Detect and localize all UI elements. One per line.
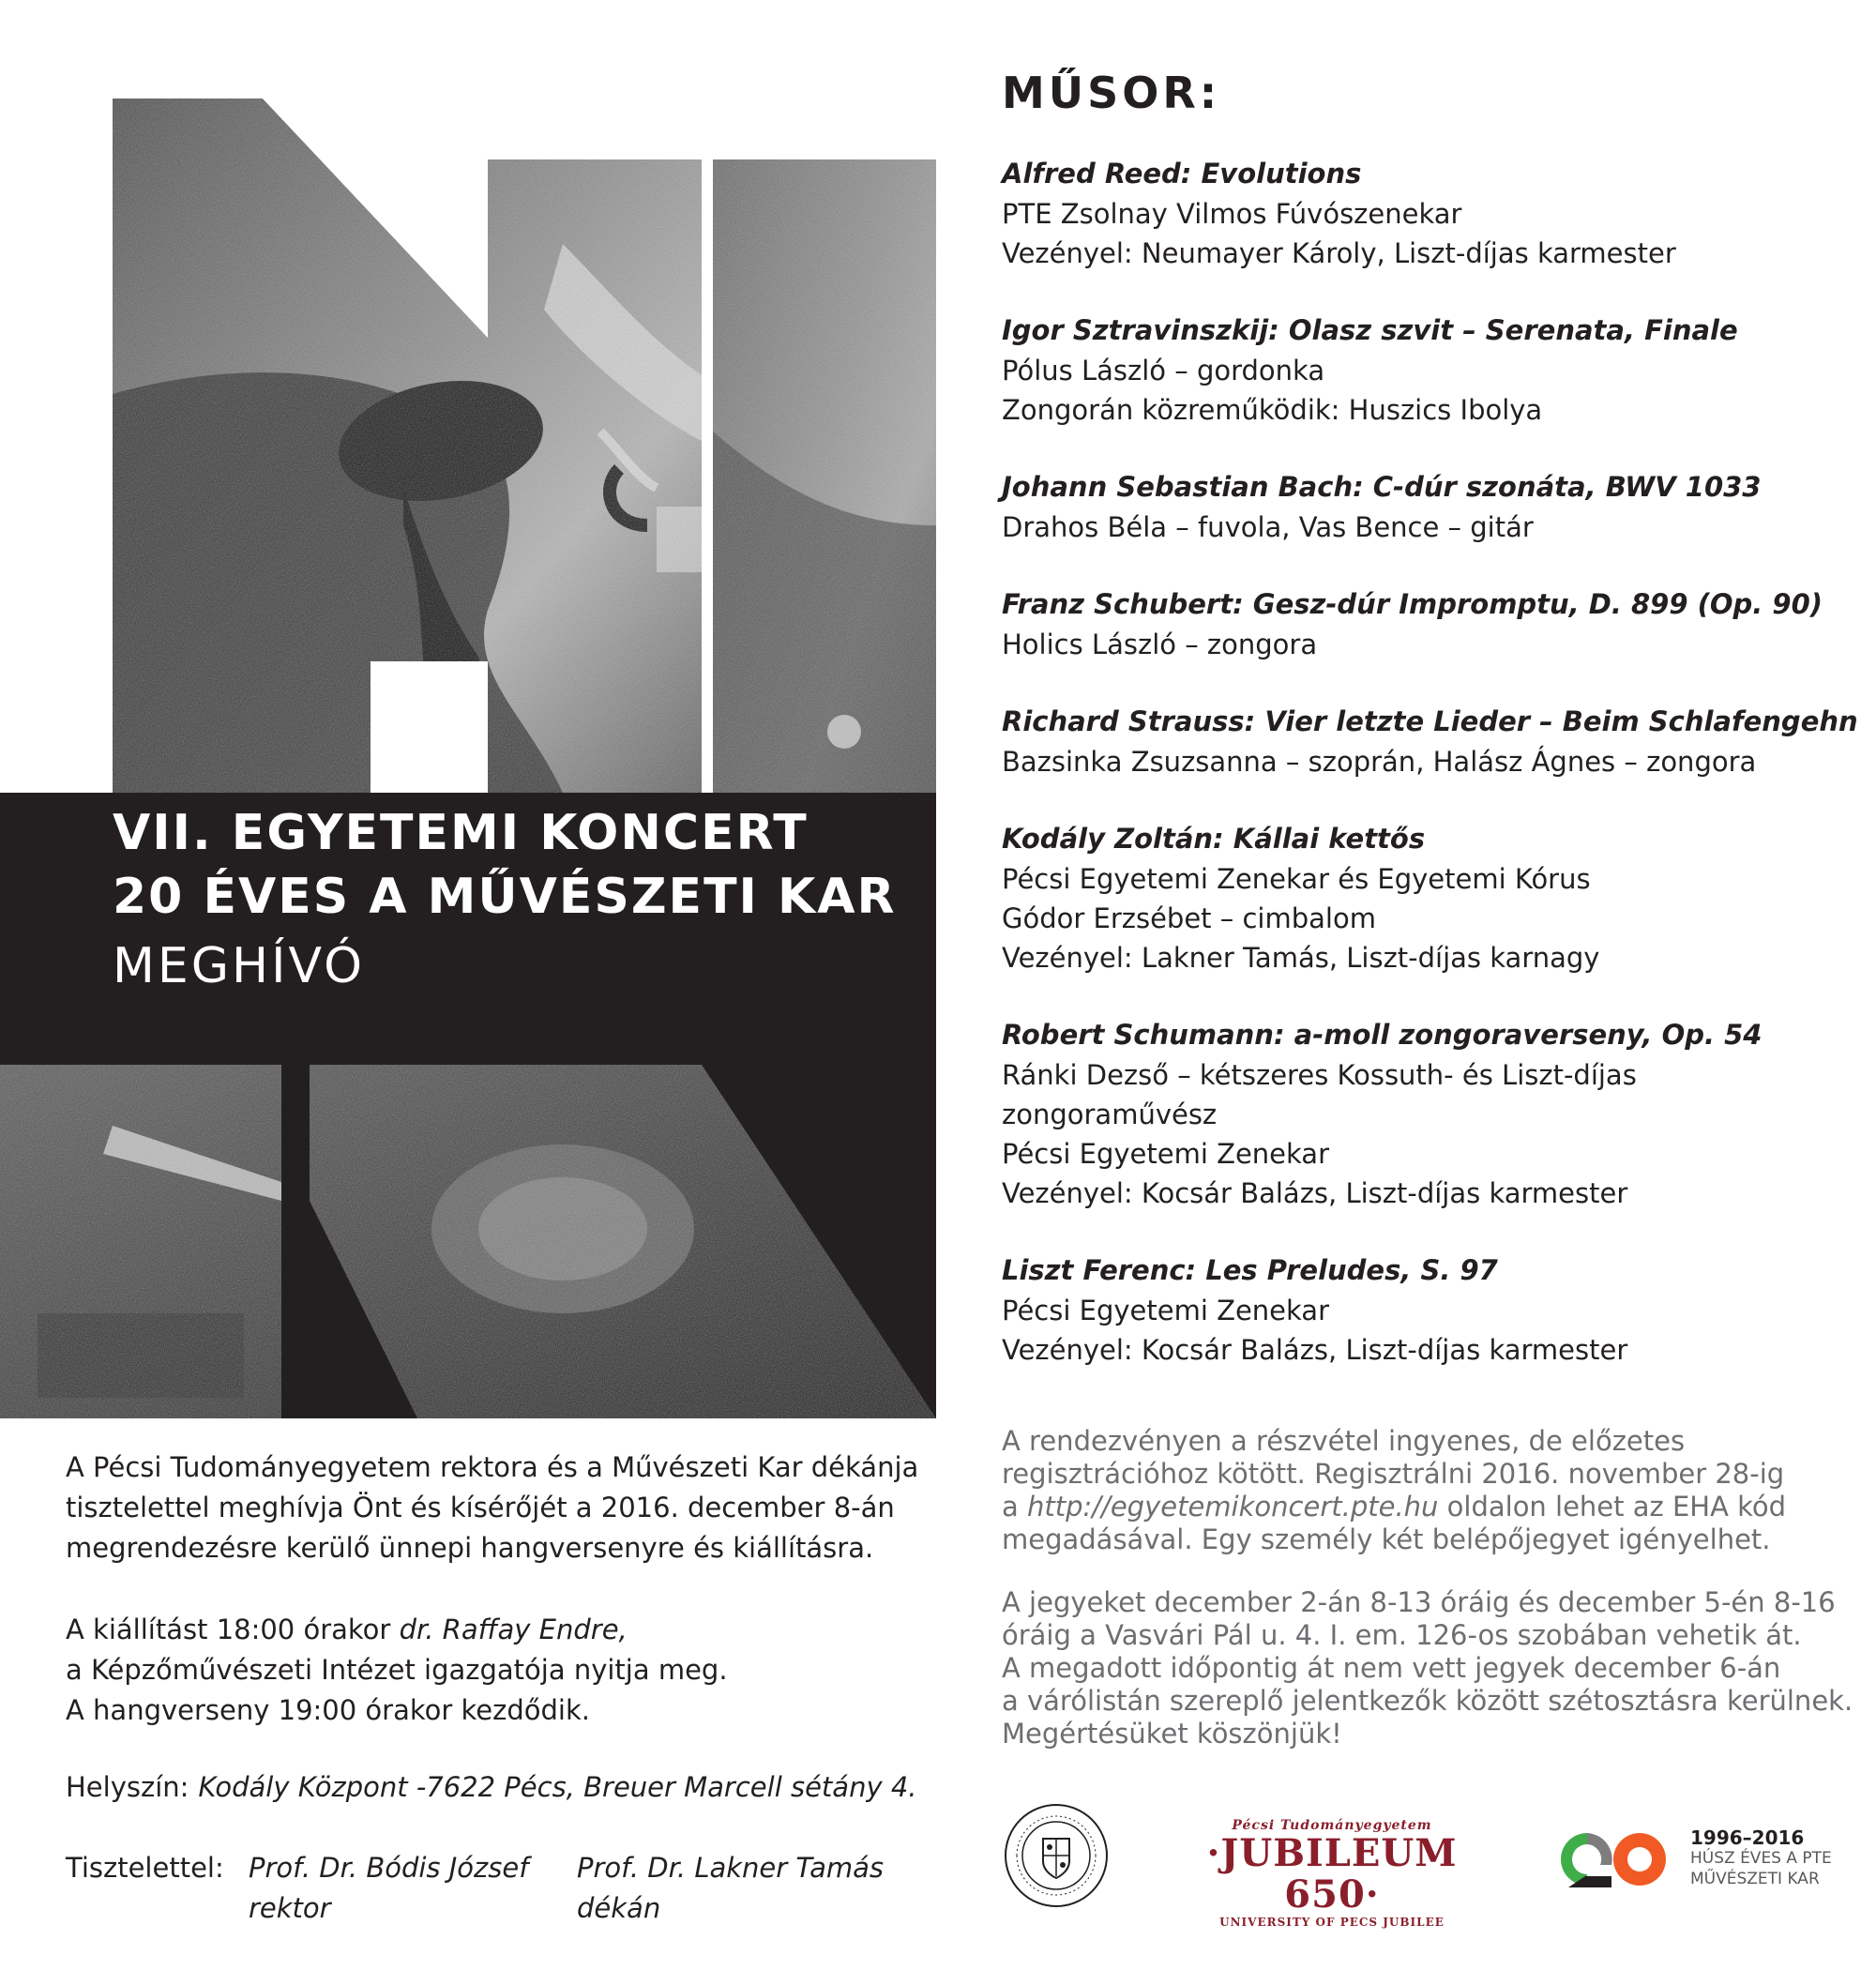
- program-performer: Bazsinka Zsuzsanna – szoprán, Halász Ágnes – zongora: [1002, 746, 1757, 778]
- invitation-intro: [66, 1447, 918, 1568]
- exhibit-line: a Képzőművészeti Intézet igazgatója nyitja meg.: [66, 1654, 728, 1686]
- university-seal-logo: [1004, 1803, 1109, 1908]
- note-line: A megadott időpontig át nem vett jegyek december 6-án: [1002, 1652, 1781, 1684]
- jubilee-top: Pécsi Tudományegyetem: [1232, 1818, 1432, 1833]
- anniversary-20-logo: [1557, 1827, 1670, 1893]
- program-performer: Pólus László – gordonka: [1002, 355, 1325, 386]
- program-item: [1002, 819, 1846, 977]
- program-performer: Gódor Erzsébet – cimbalom: [1002, 902, 1376, 934]
- program-performer: Vezényel: Kocsár Balázs, Liszt-díjas karmester: [1002, 1177, 1628, 1209]
- program-item: [1002, 1015, 1846, 1213]
- program-work-title: Johann Sebastian Bach: C-dúr szonáta, BWV 1033: [1002, 471, 1762, 503]
- exhibit-line: [66, 1610, 728, 1650]
- program-work-title: Alfred Reed: Evolutions: [1002, 158, 1362, 189]
- note-line: óráig a Vasvári Pál u. 4. I. em. 126-os szobában vehetik át.: [1002, 1619, 1802, 1651]
- concert-start-line: A hangverseny 19:00 órakor kezdődik.: [66, 1694, 590, 1726]
- exhibition-info: [66, 1610, 728, 1731]
- program: [1002, 68, 1858, 1407]
- program-item: [1002, 1250, 1846, 1370]
- program-title: MŰSOR:: [1002, 68, 1221, 118]
- program-performer: Pécsi Egyetemi Zenekar: [1002, 1295, 1330, 1326]
- venue: [66, 1767, 917, 1808]
- mk-monogram-photo: [0, 0, 938, 1418]
- note-line: regisztrációhoz kötött. Regisztrálni 2016. november 28-ig: [1002, 1458, 1785, 1490]
- note-line: a http://egyetemikoncert.pte.hu oldalon lehet az EHA kód: [1002, 1491, 1787, 1523]
- program-work-title: Franz Schubert: Gesz-dúr Impromptu, D. 899 (Op. 90): [1002, 588, 1823, 620]
- venue-address: Kodály Központ -7622 Pécs, Breuer Marcell sétány 4.: [198, 1771, 917, 1803]
- program-performer: zongoraművész: [1002, 1099, 1218, 1130]
- event-title: VII. EGYETEMI KONCERT: [113, 805, 809, 861]
- intro-line: tisztelettel meghívja Önt és kísérőjét a 2016. december 8-án: [66, 1492, 895, 1523]
- program-work-title: Liszt Ferenc: Les Preludes, S. 97: [1002, 1254, 1498, 1286]
- program-item: [1002, 702, 1858, 781]
- program-work-title: Richard Strauss: Vier letzte Lieder – Beim Schlafengehn: [1002, 705, 1858, 737]
- program-performer: Vezényel: Kocsár Balázs, Liszt-díjas karmester: [1002, 1334, 1628, 1366]
- program-work-title: Igor Sztravinszkij: Olasz szvit – Serenata, Finale: [1002, 314, 1738, 346]
- dean-title: dékán: [577, 1892, 661, 1924]
- program-item: [1002, 584, 1846, 664]
- registration-link[interactable]: http://egyetemikoncert.pte.hu: [1027, 1491, 1439, 1523]
- program-performer: Vezényel: Lakner Tamás, Liszt-díjas karnagy: [1002, 942, 1600, 974]
- note-line: a várólistán szereplő jelentkezők között szétosztásra kerülnek.: [1002, 1685, 1853, 1717]
- anniversary-years: 1996–2016: [1690, 1826, 1805, 1849]
- opener-name: dr. Raffay Endre,: [399, 1614, 628, 1645]
- dean-signature: [577, 1848, 884, 1929]
- program-item: [1002, 467, 1846, 547]
- invitation-label: MEGHÍVÓ: [113, 938, 366, 994]
- program-performer: Pécsi Egyetemi Zenekar: [1002, 1138, 1330, 1170]
- program-work-title: Robert Schumann: a-moll zongoraverseny, Op. 54: [1002, 1019, 1763, 1051]
- event-subtitle: 20 ÉVES A MŰVÉSZETI KAR: [113, 869, 897, 925]
- hero-artwork: [0, 0, 938, 1418]
- program-performer: Ránki Dezső – kétszeres Kossuth- és Liszt-díjas: [1002, 1059, 1637, 1091]
- anniversary-line: MŰVÉSZETI KAR: [1690, 1870, 1820, 1888]
- jubilee-main: ·JUBILEUM 650·: [1206, 1831, 1458, 1917]
- venue-label: Helyszín:: [66, 1771, 189, 1803]
- anniversary-line: HÚSZ ÉVES A PTE: [1690, 1849, 1832, 1868]
- program-item: [1002, 311, 1846, 430]
- program-performer: Zongorán közreműködik: Huszics Ibolya: [1002, 394, 1543, 426]
- rector-title: rektor: [249, 1892, 331, 1924]
- jubilee-650-logo: [1182, 1811, 1482, 1929]
- intro-line: megrendezésre kerülő ünnepi hangversenyre és kiállításra.: [66, 1532, 874, 1564]
- program-performer: Drahos Béla – fuvola, Vas Bence – gitár: [1002, 511, 1534, 543]
- program-item: [1002, 154, 1846, 273]
- ticket-note: [1002, 1586, 1853, 1750]
- program-list: [1002, 154, 1858, 1370]
- program-performer: Holics László – zongora: [1002, 629, 1318, 660]
- exhibit-time-text: A kiállítást 18:00 órakor: [66, 1614, 400, 1645]
- program-work-title: Kodály Zoltán: Kállai kettős: [1002, 823, 1426, 855]
- rector-signature: [249, 1848, 528, 1929]
- note-line: A jegyeket december 2-án 8-13 óráig és december 5-én 8-16: [1002, 1586, 1836, 1618]
- note-line: megadásával. Egy személy két belépőjegyet igényelhet.: [1002, 1523, 1771, 1555]
- program-performer: PTE Zsolnay Vilmos Fúvószenekar: [1002, 198, 1462, 230]
- note-line: A rendezvényen a részvétel ingyenes, de előzetes: [1002, 1425, 1686, 1457]
- rector-name: Prof. Dr. Bódis József: [249, 1852, 529, 1884]
- jubilee-bottom: UNIVERSITY OF PECS JUBILEE: [1219, 1916, 1445, 1929]
- program-performer: Pécsi Egyetemi Zenekar és Egyetemi Kórus: [1002, 863, 1591, 895]
- anniversary-text: [1690, 1827, 1832, 1889]
- dean-name: Prof. Dr. Lakner Tamás: [577, 1852, 884, 1884]
- registration-note: [1002, 1425, 1786, 1556]
- note-line: Megértésüket köszönjük!: [1002, 1718, 1342, 1750]
- intro-line: A Pécsi Tudományegyetem rektora és a Művészeti Kar dékánja: [66, 1451, 919, 1483]
- program-performer: Vezényel: Neumayer Károly, Liszt-díjas karmester: [1002, 237, 1676, 269]
- signature-label: Tisztelettel:: [66, 1852, 224, 1884]
